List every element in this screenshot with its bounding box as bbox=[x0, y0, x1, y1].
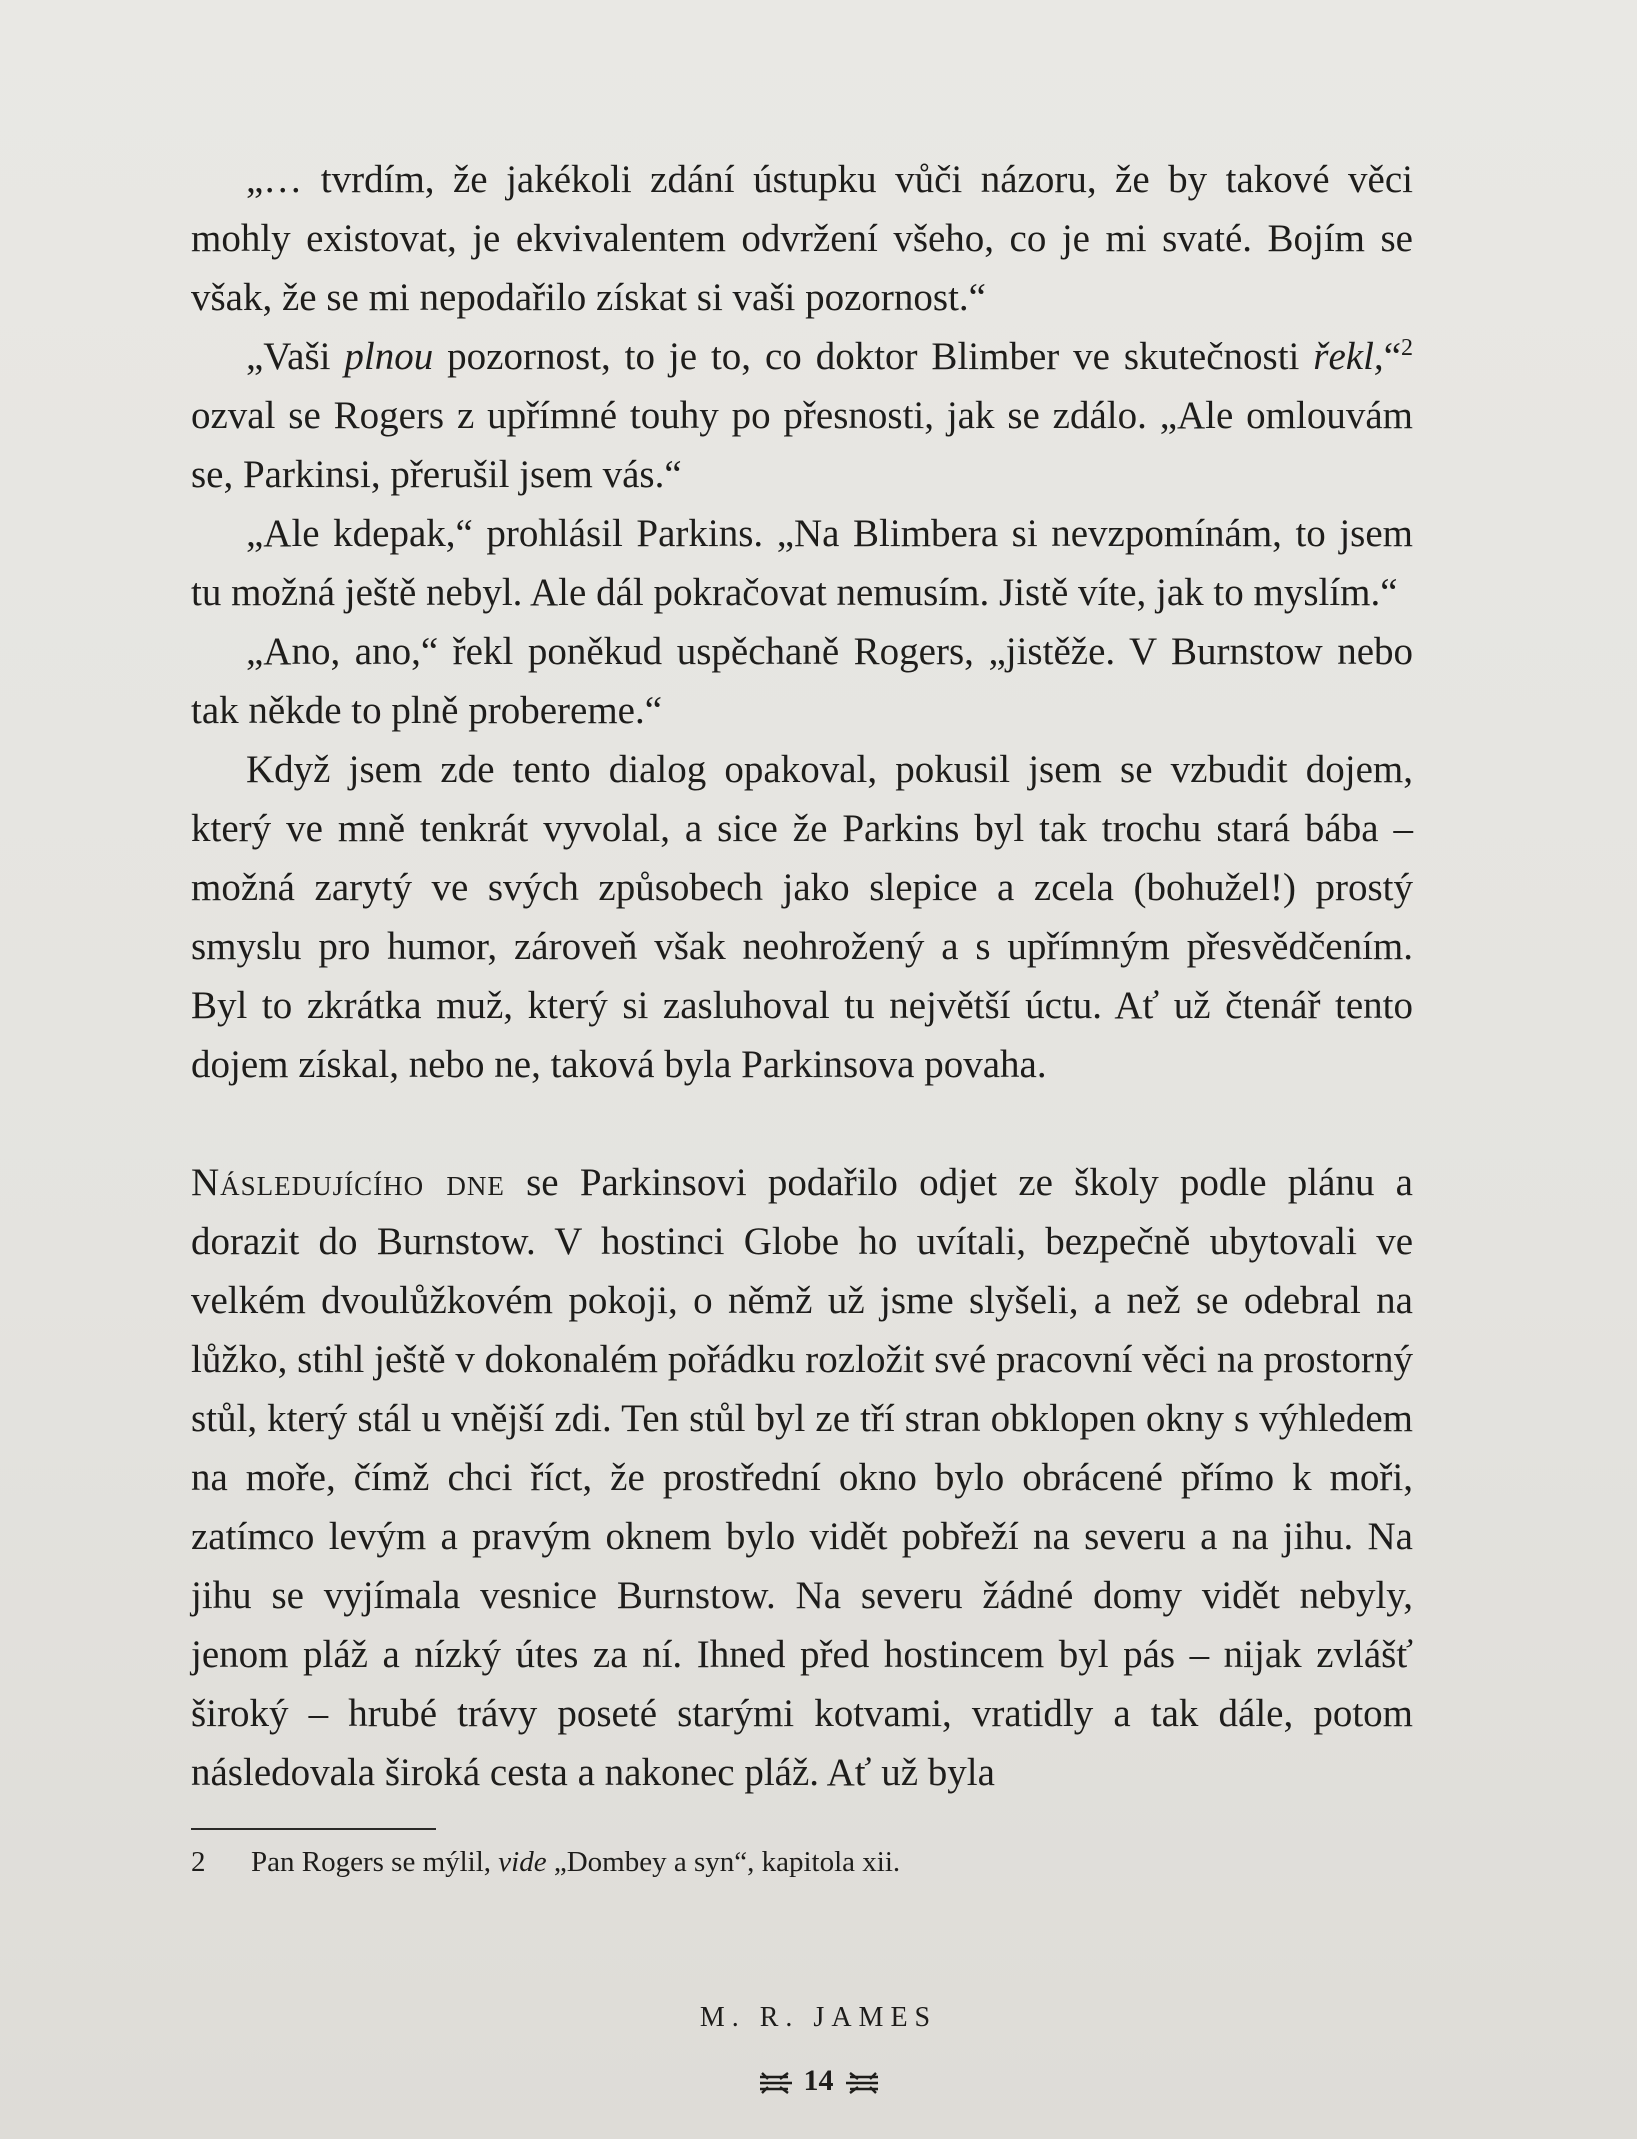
paragraph-text: “ bbox=[1383, 335, 1401, 378]
paragraph bbox=[191, 622, 1413, 740]
running-footer-author: M. R. JAMES bbox=[699, 2002, 938, 2033]
footnote-reference: 2 bbox=[1401, 335, 1413, 361]
paragraph bbox=[191, 1153, 1413, 1802]
paragraph-text: se Parkinsovi podařilo odjet ze školy podle plánu a dorazit do Burnstow. V hostinci Globe ho uvítali, bezpečně ubytovali ve velkém dvoulůžkovém pokoji, o němž už jsme slyšeli, a než se odebral na lůžko, stihl ještě v dokonalém pořádku rozložit své pracovní věci na prostorný stůl, který stál u vnější zdi. Ten stůl byl ze tří stran obklopen okny s výhledem na moře, čímž chci říct, že prostřední okno bylo obrácené přímo k moři, zatímco levým a pravým oknem bylo vidět pobřeží na severu a na jihu. Na jihu se vyjímala vesnice Burnstow. Na severu žádné domy vidět nebyly, jenom pláž a nízký útes za ní. Ihned před hostincem byl pás – nijak zvlášť široký – hrubé trávy poseté starými kotvami, vratidly a tak dále, potom následovala široká cesta a nakonec pláž. Ať už byla bbox=[191, 1161, 1413, 1794]
body-text bbox=[191, 150, 1413, 1802]
footnote-text: „Dombey a syn“, kapitola xii. bbox=[546, 1846, 901, 1878]
emphasis-text: plnou bbox=[344, 335, 434, 378]
paragraph bbox=[191, 150, 1413, 327]
paragraph-text: „Ano, ano,“ řekl poněkud uspěchaně Rogers, „jistěže. V Burnstow nebo tak někde to plně probereme.“ bbox=[191, 630, 1413, 732]
section-break bbox=[191, 1094, 1413, 1153]
footnote-emphasis: vide bbox=[498, 1846, 547, 1878]
paragraph-text: Když jsem zde tento dialog opakoval, pokusil jsem se vzbudit dojem, který ve mně tenkrát vyvolal, a sice že Parkins byl tak trochu stará bába – možná zarytý ve svých způsobech jako slepice a zcela (bohužel!) prostý smyslu pro humor, zároveň však neohrožený a s upřímným přesvědčením. Byl to zkrátka muž, který si zasluhoval tu největší úctu. Ať už čtenář tento dojem získal, nebo ne, taková byla Parkinsova povaha. bbox=[191, 748, 1413, 1086]
footnote bbox=[191, 1842, 1413, 1882]
page-number: 14 bbox=[803, 2064, 834, 2097]
paragraph-text: pozornost, to je to, co doktor Blimber ve skutečnosti bbox=[433, 335, 1314, 378]
footnote-number: 2 bbox=[191, 1846, 206, 1878]
paragraph-text: „… tvrdím, že jakékoli zdání ústupku vůči názoru, že by takové věci mohly existovat, je ekvivalentem odvržení všeho, co je mi svaté. Bojím se však, že se mi nepodařilo získat si vaši pozornost.“ bbox=[191, 158, 1413, 319]
footnote-divider bbox=[191, 1828, 436, 1830]
ornament-left-icon bbox=[758, 2070, 794, 2096]
section-lead-in: Následujícího dne bbox=[191, 1161, 505, 1204]
page-folio bbox=[0, 2064, 1637, 2098]
paragraph bbox=[191, 327, 1413, 504]
emphasis-text: řekl, bbox=[1313, 335, 1384, 378]
paragraph-text: ozval se Rogers z upřímné touhy po přesnosti, jak se zdálo. „Ale omlouvám se, Parkinsi, přerušil jsem vás.“ bbox=[191, 394, 1413, 496]
footnote-text: Pan Rogers se mýlil, bbox=[251, 1846, 499, 1878]
paragraph-text: „Ale kdepak,“ prohlásil Parkins. „Na Blimbera si nevzpomínám, to jsem tu možná ještě nebyl. Ale dál pokračovat nemusím. Jistě víte, jak to myslím.“ bbox=[191, 512, 1413, 614]
paragraph bbox=[191, 504, 1413, 622]
paragraph-text: „Vaši bbox=[246, 335, 345, 378]
ornament-right-icon bbox=[844, 2070, 880, 2096]
paragraph bbox=[191, 740, 1413, 1094]
